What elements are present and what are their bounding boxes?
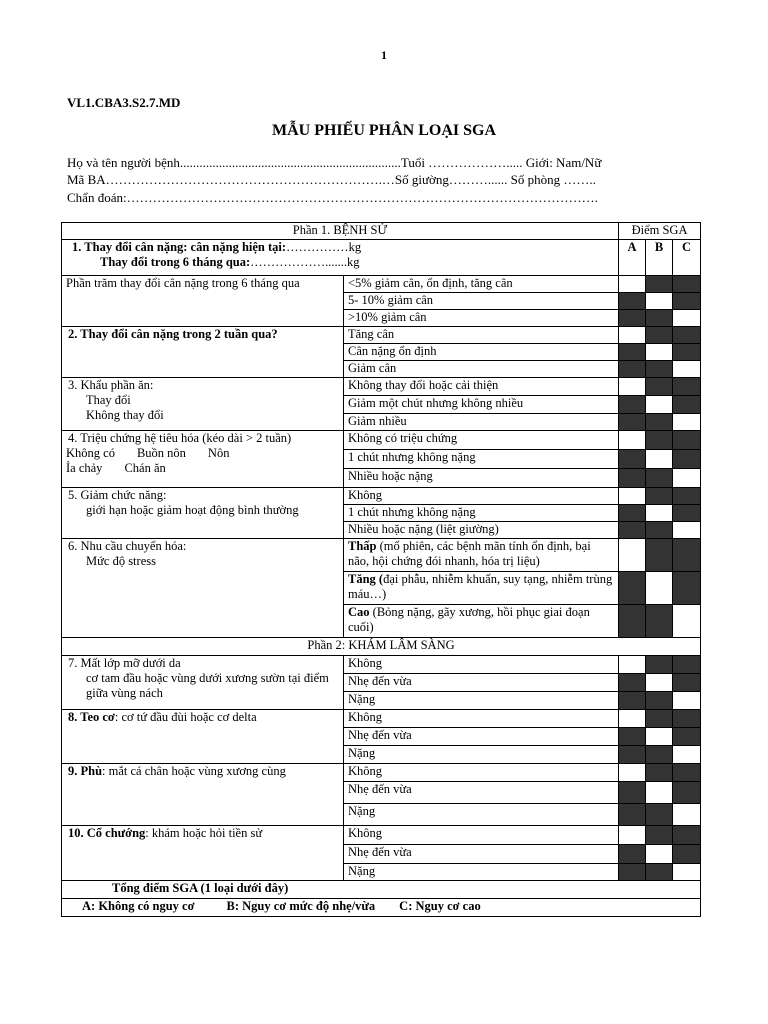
option-cell: Giảm cân bbox=[344, 361, 619, 378]
symptom-anorexia[interactable]: Chán ăn bbox=[124, 461, 166, 475]
score-a-cell bbox=[619, 414, 646, 431]
score-c-cell bbox=[673, 505, 701, 522]
option-cell: Nặng bbox=[344, 746, 619, 764]
score-a-cell[interactable] bbox=[619, 764, 646, 782]
score-a-cell bbox=[619, 845, 646, 864]
q8-cell bbox=[62, 710, 344, 764]
score-a-cell bbox=[619, 728, 646, 746]
symptom-vomit[interactable]: Nôn bbox=[207, 446, 230, 460]
option-cell: Nhiều hoặc nặng bbox=[344, 469, 619, 488]
score-c-cell[interactable] bbox=[673, 361, 701, 378]
q4-symptom-row bbox=[66, 461, 339, 476]
option-cell: Nhẹ đến vừa bbox=[344, 728, 619, 746]
symptom-nausea[interactable]: Buồn nôn bbox=[136, 446, 186, 460]
score-b-cell bbox=[646, 378, 673, 396]
q10-label: 10. Cổ chướng bbox=[68, 826, 146, 840]
option-cell: Không bbox=[344, 764, 619, 782]
score-b-cell[interactable] bbox=[646, 572, 673, 605]
q1-label: 1. Thay đổi cân nặng: cân nặng hiện tại: bbox=[72, 240, 287, 254]
room-label: Số phòng bbox=[510, 172, 561, 187]
score-a-cell bbox=[619, 522, 646, 539]
option-bold: Cao bbox=[348, 605, 370, 619]
score-a-cell bbox=[619, 692, 646, 710]
room-field[interactable]: …….. bbox=[563, 172, 596, 187]
score-a-cell bbox=[619, 450, 646, 469]
score-c-cell bbox=[673, 293, 701, 310]
score-b-cell bbox=[646, 276, 673, 293]
age-label: Tuổi bbox=[400, 155, 425, 170]
total-label: Tổng điểm SGA (1 loại dưới đây) bbox=[62, 881, 701, 899]
score-a-cell bbox=[619, 674, 646, 692]
result-b[interactable]: B: Nguy cơ mức độ nhẹ/vừa bbox=[226, 899, 376, 913]
q9-cell bbox=[62, 764, 344, 826]
diagnosis-label: Chẩn đoán bbox=[67, 190, 123, 205]
name-label: Họ và tên người bệnh bbox=[67, 155, 180, 170]
score-b-cell bbox=[646, 826, 673, 845]
page-number: 1 bbox=[381, 48, 387, 62]
score-c-cell bbox=[673, 450, 701, 469]
score-c-cell[interactable] bbox=[673, 522, 701, 539]
option-cell: Không có triệu chứng bbox=[344, 431, 619, 450]
score-c-cell bbox=[673, 396, 701, 414]
score-a-cell bbox=[619, 310, 646, 327]
score-b-cell[interactable] bbox=[646, 344, 673, 361]
option-cell: Cân nặng ổn định bbox=[344, 344, 619, 361]
q9-label: 9. Phù bbox=[68, 764, 103, 778]
option-cell: Không bbox=[344, 656, 619, 674]
q1-change-label: Thay đổi trong 6 tháng qua: bbox=[100, 255, 251, 269]
option-text: (mổ phiên, các bệnh mãn tính ổn định, bại não, hội chứng đói nhanh, hóa trị liệu) bbox=[348, 539, 591, 568]
score-a-cell[interactable] bbox=[619, 539, 646, 572]
score-b-cell bbox=[646, 656, 673, 674]
score-c-cell bbox=[673, 764, 701, 782]
option-cell: Giảm một chút nhưng không nhiều bbox=[344, 396, 619, 414]
score-b-cell[interactable] bbox=[646, 782, 673, 804]
q3-cell bbox=[62, 378, 344, 431]
q6-label: 6. Nhu cầu chuyển hóa: bbox=[68, 539, 187, 553]
option-bold: Thấp bbox=[348, 539, 377, 553]
option-cell: Không bbox=[344, 710, 619, 728]
option-cell: Nặng bbox=[344, 692, 619, 710]
q6-sub: Mức độ stress bbox=[86, 554, 156, 568]
score-b-cell[interactable] bbox=[646, 396, 673, 414]
score-b-cell[interactable] bbox=[646, 293, 673, 310]
q2-label: 2. Thay đổi cân nặng trong 2 tuần qua? bbox=[62, 327, 344, 378]
option-cell: Nặng bbox=[344, 864, 619, 881]
score-a-cell[interactable] bbox=[619, 378, 646, 396]
score-c-cell[interactable] bbox=[673, 864, 701, 881]
score-a-cell bbox=[619, 782, 646, 804]
score-a-cell[interactable] bbox=[619, 327, 646, 344]
option-cell: >10% giảm cân bbox=[344, 310, 619, 327]
col-b-header: B bbox=[646, 240, 673, 276]
score-c-cell[interactable] bbox=[673, 692, 701, 710]
score-b-cell bbox=[646, 605, 673, 638]
score-b-cell[interactable] bbox=[646, 728, 673, 746]
name-field[interactable]: .................................................................... bbox=[179, 155, 401, 170]
score-c-cell[interactable] bbox=[673, 310, 701, 327]
score-c-cell bbox=[673, 710, 701, 728]
score-b-cell bbox=[646, 864, 673, 881]
q10-cell bbox=[62, 826, 344, 881]
score-c-cell bbox=[673, 488, 701, 505]
score-a-cell bbox=[619, 804, 646, 826]
score-c-cell bbox=[673, 276, 701, 293]
kg-unit: kg bbox=[347, 255, 360, 269]
result-row bbox=[62, 899, 701, 917]
score-a-cell bbox=[619, 344, 646, 361]
score-b-cell[interactable] bbox=[646, 674, 673, 692]
score-a-cell bbox=[619, 864, 646, 881]
option-cell bbox=[344, 605, 619, 638]
score-a-cell bbox=[619, 572, 646, 605]
option-cell: Nhẹ đến vừa bbox=[344, 845, 619, 864]
option-cell: Không bbox=[344, 488, 619, 505]
option-cell: Nhẹ đến vừa bbox=[344, 782, 619, 804]
score-b-cell bbox=[646, 327, 673, 344]
option-cell bbox=[344, 572, 619, 605]
score-a-cell[interactable] bbox=[619, 276, 646, 293]
option-cell: Nhiều hoặc nặng (liệt giường) bbox=[344, 522, 619, 539]
q4-label: 4. Triệu chứng hệ tiêu hóa (kéo dài > 2 tuần) bbox=[68, 431, 292, 445]
q8-label: 8. Teo cơ bbox=[68, 710, 115, 724]
score-c-cell bbox=[673, 728, 701, 746]
score-c-cell bbox=[673, 674, 701, 692]
kg-unit: kg bbox=[348, 240, 362, 254]
score-c-cell bbox=[673, 431, 701, 450]
sga-table bbox=[61, 222, 701, 917]
diagnosis-line bbox=[67, 190, 598, 206]
score-c-cell bbox=[673, 782, 701, 804]
score-b-cell[interactable] bbox=[646, 845, 673, 864]
score-header: Điểm SGA bbox=[619, 223, 701, 240]
age-field[interactable]: ………………..... bbox=[428, 155, 523, 170]
score-a-cell[interactable] bbox=[619, 826, 646, 845]
q7-cell bbox=[62, 656, 344, 710]
score-c-cell bbox=[673, 656, 701, 674]
score-b-cell bbox=[646, 710, 673, 728]
score-b-cell bbox=[646, 764, 673, 782]
q5-label: 5. Giảm chức năng: bbox=[68, 488, 167, 502]
option-cell: Nặng bbox=[344, 804, 619, 826]
score-b-cell bbox=[646, 361, 673, 378]
result-c[interactable]: C: Nguy cơ cao bbox=[399, 899, 481, 913]
option-cell: 1 chút nhưng không nặng bbox=[344, 450, 619, 469]
q4-symptom-row bbox=[66, 446, 339, 461]
q3-changed: Thay đổi bbox=[86, 393, 131, 407]
score-c-cell bbox=[673, 826, 701, 845]
score-b-cell bbox=[646, 310, 673, 327]
score-b-cell bbox=[646, 414, 673, 431]
q4-cell bbox=[62, 431, 344, 488]
score-b-cell bbox=[646, 431, 673, 450]
weight-change-field[interactable]: ………………....... bbox=[250, 255, 348, 269]
score-a-cell[interactable] bbox=[619, 710, 646, 728]
q9-sub: : mắt cá chân hoặc vùng xương cùng bbox=[102, 764, 286, 778]
bed-label: Số giường bbox=[394, 172, 449, 187]
q5-sub: giới hạn hoặc giảm hoạt động bình thường bbox=[86, 503, 299, 517]
option-cell: <5% giảm cân, ổn định, tăng cân bbox=[344, 276, 619, 293]
score-c-cell bbox=[673, 378, 701, 396]
score-a-cell bbox=[619, 293, 646, 310]
q8-sub: : cơ tứ đầu đùi hoặc cơ delta bbox=[114, 710, 257, 724]
score-a-cell bbox=[619, 396, 646, 414]
q10-sub: : khám hoặc hỏi tiền sử bbox=[145, 826, 263, 840]
score-b-cell bbox=[646, 692, 673, 710]
option-cell: Giảm nhiều bbox=[344, 414, 619, 431]
score-c-cell bbox=[673, 539, 701, 572]
score-a-cell[interactable] bbox=[619, 488, 646, 505]
gender-label[interactable]: Giới: Nam/Nữ bbox=[525, 155, 602, 170]
score-a-cell bbox=[619, 361, 646, 378]
score-c-cell bbox=[673, 572, 701, 605]
score-c-cell bbox=[673, 845, 701, 864]
bed-field[interactable]: ………...... bbox=[448, 172, 508, 187]
option-text: (Bỏng nặng, gãy xương, hồi phục giai đoạn cuối) bbox=[348, 605, 590, 634]
score-c-cell[interactable] bbox=[673, 414, 701, 431]
form-title: MẪU PHIẾU PHÂN LOẠI SGA bbox=[271, 122, 496, 139]
option-cell: Không bbox=[344, 826, 619, 845]
score-a-cell bbox=[619, 505, 646, 522]
score-a-cell bbox=[619, 605, 646, 638]
symptom-diarrhea[interactable]: Ỉa chảy bbox=[66, 461, 103, 475]
score-b-cell bbox=[646, 522, 673, 539]
option-text: đại phẫu, nhiễm khuẩn, suy tạng, nhiễm trùng máu…) bbox=[348, 572, 613, 601]
score-a-cell[interactable] bbox=[619, 431, 646, 450]
document-code: VL1.CBA3.S2.7.MD bbox=[67, 95, 181, 110]
q3-label: 3. Khẩu phần ăn: bbox=[68, 378, 154, 392]
score-c-cell bbox=[673, 327, 701, 344]
col-a-header: A bbox=[619, 240, 646, 276]
record-line bbox=[67, 172, 596, 188]
patient-name-line bbox=[67, 155, 601, 171]
score-c-cell bbox=[673, 344, 701, 361]
q1-sub: Phần trăm thay đổi cân nặng trong 6 tháng qua bbox=[62, 276, 344, 327]
option-cell: Không thay đổi hoặc cải thiện bbox=[344, 378, 619, 396]
score-a-cell bbox=[619, 746, 646, 764]
score-b-cell bbox=[646, 488, 673, 505]
score-a-cell[interactable] bbox=[619, 656, 646, 674]
score-c-cell[interactable] bbox=[673, 469, 701, 488]
q5-cell bbox=[62, 488, 344, 539]
current-weight-field[interactable]: …………… bbox=[286, 240, 349, 254]
score-c-cell[interactable] bbox=[673, 804, 701, 826]
q3-unchanged: Không thay đổi bbox=[86, 408, 164, 422]
score-a-cell bbox=[619, 469, 646, 488]
part1-header: Phần 1. BỆNH SỬ bbox=[62, 223, 619, 240]
score-b-cell bbox=[646, 746, 673, 764]
q1-cell bbox=[62, 240, 619, 276]
option-cell bbox=[344, 539, 619, 572]
part2-header: Phần 2: KHÁM LÂM SÀNG bbox=[62, 638, 701, 656]
score-b-cell bbox=[646, 469, 673, 488]
diagnosis-field[interactable]: :………………………………………………………………………………………………. bbox=[122, 190, 598, 205]
symptom-none[interactable]: Không có bbox=[66, 446, 115, 460]
option-bold: Tăng ( bbox=[348, 572, 384, 586]
score-b-cell[interactable] bbox=[646, 505, 673, 522]
record-field[interactable]: ……………………………………………………….… bbox=[105, 172, 395, 187]
option-cell: Nhẹ đến vừa bbox=[344, 674, 619, 692]
q7-sub: cơ tam đầu hoặc vùng dưới xương sườn tại điểm giữa vùng nách bbox=[86, 671, 329, 700]
score-b-cell bbox=[646, 804, 673, 826]
col-c-header: C bbox=[673, 240, 701, 276]
score-c-cell[interactable] bbox=[673, 605, 701, 638]
option-cell: 5- 10% giảm cân bbox=[344, 293, 619, 310]
option-cell: 1 chút nhưng không nặng bbox=[344, 505, 619, 522]
score-c-cell[interactable] bbox=[673, 746, 701, 764]
record-label: Mã BA bbox=[67, 172, 106, 187]
score-b-cell[interactable] bbox=[646, 450, 673, 469]
option-cell: Tăng cân bbox=[344, 327, 619, 344]
q7-label: 7. Mất lớp mỡ dưới da bbox=[68, 656, 181, 670]
result-a[interactable]: A: Không có nguy cơ bbox=[82, 899, 195, 913]
score-b-cell bbox=[646, 539, 673, 572]
q6-cell bbox=[62, 539, 344, 638]
